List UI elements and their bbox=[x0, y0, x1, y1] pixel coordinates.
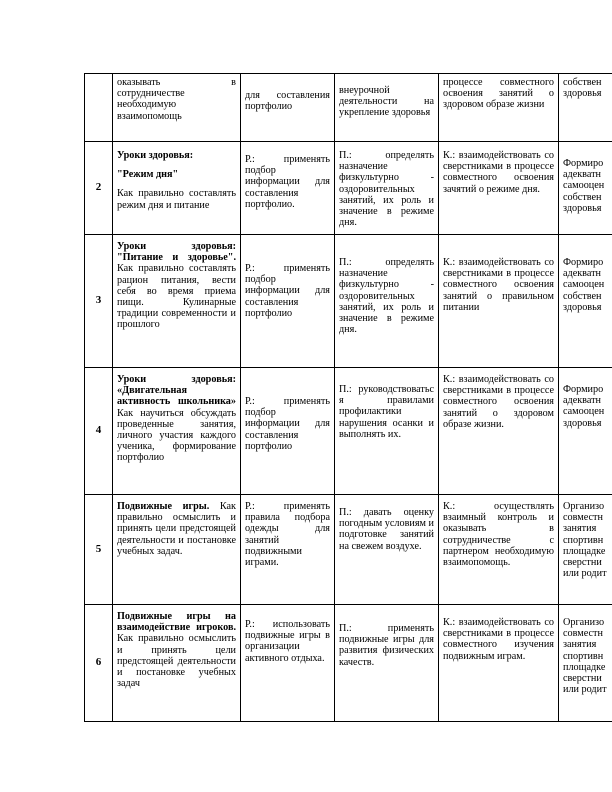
row-number bbox=[85, 74, 113, 142]
row-number: 4 bbox=[85, 368, 113, 495]
regulatory-cell: для составления портфолио bbox=[241, 74, 335, 142]
topic-text: Как правильно составлять рацион питания, вести себя во время приема пищи. Кулинарные традиции современности и прошлого bbox=[117, 263, 236, 331]
regulatory-cell: Р.: применять подбор информации для составления портфолио bbox=[241, 235, 335, 368]
table-row bbox=[85, 142, 612, 235]
regulatory-cell: Р.: применять подбор информации для составления портфолио. bbox=[241, 142, 335, 235]
personal-cell: Организо совместн занятия спортивн площадке сверстни или родит bbox=[559, 605, 612, 722]
regulatory-cell: Р.: использовать подвижные игры в организации активного отдыха. bbox=[241, 605, 335, 722]
cognitive-cell: П.: определять назначение физкультурно - оздоровительных занятий, их роль и значение в режиме дня. bbox=[335, 142, 439, 235]
cognitive-cell: П.: давать оценку погодным условиям и подготовке занятий на свежем воздухе. bbox=[335, 495, 439, 605]
table-row bbox=[85, 368, 612, 495]
cognitive-cell: П.: определять назначение физкультурно - оздоровительных занятий, их роль и значение в режиме дня. bbox=[335, 235, 439, 368]
regulatory-cell: Р.: применять подбор информации для составления портфолио bbox=[241, 368, 335, 495]
topic-title: Уроки здоровья: "Питание и здоровье". bbox=[117, 241, 236, 264]
table-row bbox=[85, 495, 612, 605]
personal-cell: Организо совместн занятия спортивн площадке сверстни или родит bbox=[559, 495, 612, 605]
personal-cell: Формиро адекватн самооцен собствен здоровья bbox=[559, 142, 612, 235]
topic-text: Как научиться обсуждать проведенные занятия, личного участия каждого ученика, формирование портфолио bbox=[117, 407, 236, 464]
topic-cell bbox=[113, 235, 241, 368]
topic-title: Уроки здоровья: bbox=[117, 150, 194, 161]
lesson-plan-table bbox=[84, 73, 612, 722]
personal-cell: Формиро адекватн самооцен собствен здоровья bbox=[559, 235, 612, 368]
topic-text: оказывать в сотрудничестве необходимую взаимопомощь bbox=[117, 77, 236, 122]
row-number: 5 bbox=[85, 495, 113, 605]
topic-cell bbox=[113, 142, 241, 235]
topic-title: Подвижные игры на взаимодействие игроков. bbox=[117, 611, 236, 634]
personal-cell: Формиро адекватн самооцен здоровья bbox=[559, 368, 612, 495]
communicative-cell: К.: осуществлять взаимный контроль и оказывать в сотрудничестве с партнером необходимую взаимопомощь. bbox=[439, 495, 559, 605]
topic-title: Уроки здоровья: «Двигательная активность школьника» bbox=[117, 374, 236, 408]
communicative-cell: К.: взаимодействовать со сверстниками в процессе совместного освоения занятий о здоровом образе жизни. bbox=[439, 368, 559, 495]
topic-text: Как правильно составлять режим дня и питание bbox=[117, 188, 236, 211]
personal-cell: собствен здоровья bbox=[559, 74, 612, 142]
topic-text: Как правильно осмыслить и принять цели предстоящей деятельности и постановке учебных задач bbox=[117, 633, 236, 690]
cognitive-cell: внеурочной деятельности на укрепление здоровья bbox=[335, 74, 439, 142]
topic-text: Как правильно осмыслить и принять цели предстоящей деятельности и постановке учебных задач. bbox=[117, 501, 236, 557]
cognitive-cell: П.: применять подвижные игры для развития физических качеств. bbox=[335, 605, 439, 722]
topic-title: Подвижные игры. bbox=[117, 501, 220, 512]
communicative-cell: К.: взаимодействовать со сверстниками в процессе совместного освоения зачятий о режиме дня. bbox=[439, 142, 559, 235]
communicative-cell: процессе совместного освоения занятий о здоровом образе жизни bbox=[439, 74, 559, 142]
topic-cell bbox=[113, 368, 241, 495]
cognitive-cell: П.: руководствоватьс я правилами профилактики нарушения осанки и выполнять их. bbox=[335, 368, 439, 495]
regulatory-cell: Р.: применять правила подбора одежды для занятий подвижными играми. bbox=[241, 495, 335, 605]
row-number: 6 bbox=[85, 605, 113, 722]
topic-cell bbox=[113, 495, 241, 605]
row-number: 3 bbox=[85, 235, 113, 368]
topic-subtitle: "Режим дня" bbox=[117, 169, 179, 181]
row-number: 2 bbox=[85, 142, 113, 235]
communicative-cell: К.: взаимодействовать со сверстниками в процессе совместного изучения подвижным играм. bbox=[439, 605, 559, 722]
communicative-cell: К.: взаимодействовать со сверстниками в процессе совместного освоения занятий о правильном питании bbox=[439, 235, 559, 368]
table-row bbox=[85, 74, 612, 142]
table-row bbox=[85, 235, 612, 368]
topic-cell bbox=[113, 605, 241, 722]
table-row bbox=[85, 605, 612, 722]
topic-cell bbox=[113, 74, 241, 142]
